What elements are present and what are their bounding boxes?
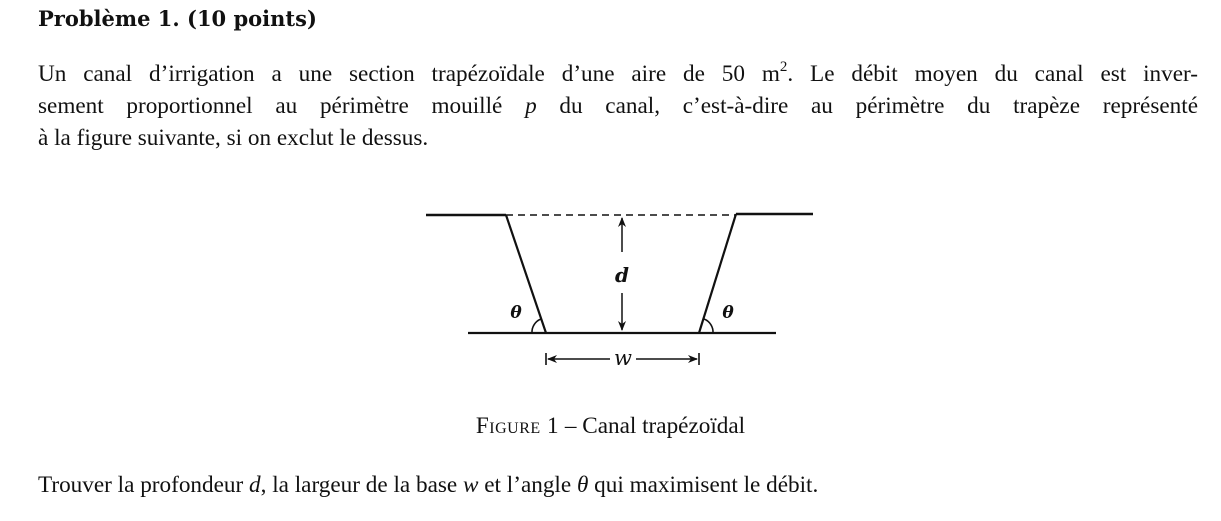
figure-caption-text: Canal trapézoïdal (582, 413, 746, 439)
width-variable: w (462, 472, 479, 498)
intro-line-3: à la figure suivante, si on exclut le dessus. (38, 125, 429, 151)
intro-line-1-before: Un canal d’irrigation a une section trapézoïdale d’une aire de 50 m (38, 61, 780, 87)
figure-caption-separator: – (559, 413, 583, 439)
depth-label: d (615, 263, 629, 287)
question-part-3: et l’angle (478, 472, 577, 498)
perimeter-variable: p (525, 93, 537, 119)
trapezoid-channel-figure (420, 200, 820, 375)
figure-caption-label: Figure 1 (475, 413, 560, 439)
angle-arc-left (532, 319, 541, 333)
angle-label-left: θ (510, 303, 522, 323)
question-part-1: Trouver la profondeur (38, 472, 250, 498)
intro-line-2 (38, 90, 1198, 122)
angle-arc-right (704, 319, 713, 333)
area-exponent: 2 (779, 59, 788, 75)
problem-title: Problème 1. (10 points) (38, 6, 317, 31)
intro-line-1 (38, 58, 1198, 90)
question-paragraph (38, 469, 1198, 501)
intro-line-1-after: . Le débit moyen du canal est inver- (787, 61, 1198, 87)
intro-line-2-after: du canal, c’est-à-dire au périmètre du trapèze représenté (536, 93, 1198, 119)
angle-variable: θ (576, 472, 589, 498)
intro-line-2-before: sement proportionnel au périmètre mouillé (38, 93, 526, 119)
figure-caption (0, 413, 1221, 440)
angle-label-right: θ (722, 303, 734, 323)
depth-variable: d (249, 472, 261, 498)
intro-paragraph (38, 58, 1198, 154)
width-label: w (614, 346, 632, 370)
question-part-2: , la largeur de la base (260, 472, 463, 498)
question-part-4: qui maximisent le débit. (588, 472, 819, 498)
